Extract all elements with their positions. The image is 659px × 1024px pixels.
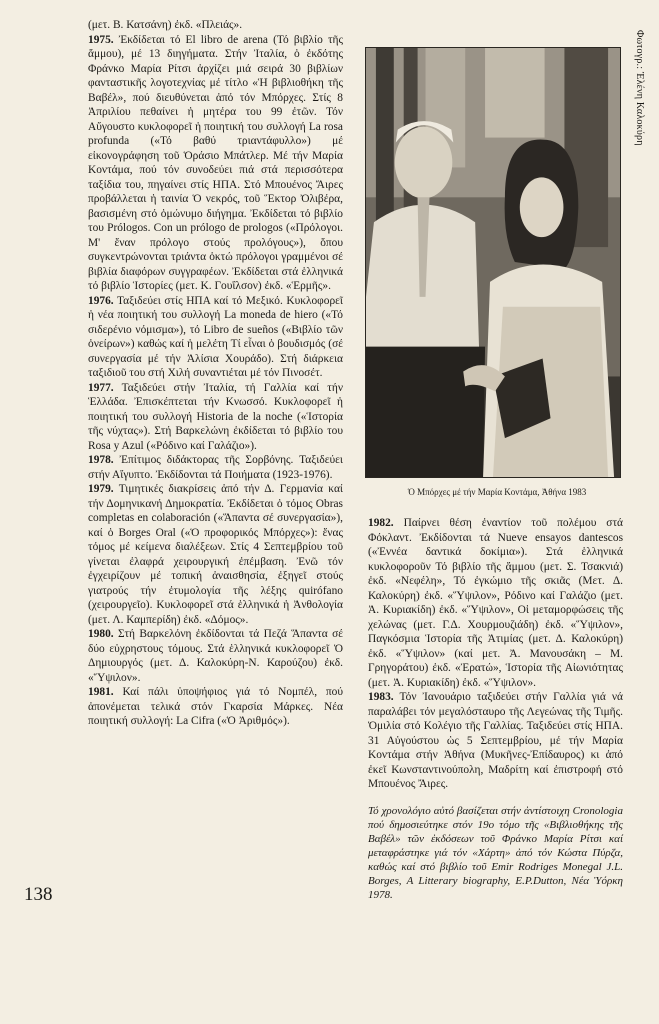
entry-year: 1980.	[88, 628, 114, 640]
entry-year: 1975.	[88, 33, 114, 46]
chronology-entry-1981	[88, 685, 343, 729]
chronology-entry-1982	[368, 516, 623, 690]
entry-text: Καί πάλι ὑποψήφιος γιά τό Νομπέλ, πού ἀπονέμεται τελικά στόν Γκαρσία Μάρκες. Νέα ποιητική συλλογή: La Cifra («Ὁ Ἀριθμός»).	[88, 686, 343, 727]
entry-year: 1981.	[88, 686, 114, 698]
entry-text: Ταξιδεύει στίς ΗΠΑ καί τό Μεξικό. Κυκλοφορεῖ ἡ νέα ποιητική του συλλογή La moneda de hiero («Τό σιδερένιο νόμισμα»), τό Libro de sueños («Βιβλίο τῶν ὀνείρων») καθώς καί ἡ μελέτη Τί εἶναι ὁ βουδισμός (σέ συνεργασία μέ τήν Ἀλίσια Χουράδο). Στή διάρκεια ταξιδιοῦ του στή Χιλή συναντιέται μέ τόν Πινοσέτ.	[88, 294, 343, 379]
entry-text: Ἐκδίδεται τό El libro de arena (Τό βιβλίο τῆς ἄμμου), μέ 13 διηγήματα. Στήν Ἰταλία, ὁ ἐκδότης Φράνκο Μαρία Ρίτσι ἀρχίζει μιά σειρά 30 βιβλίων φανταστικῆς λογοτεχνίας μέ τίτλο «Ἡ βιβλιοθήκη τῆς Βαβέλ», πού διευθύνεται ἀπό τόν Μπόρχες. Στίς 8 Ἀπριλίου πεθαίνει ἡ μητέρα του 99 ἐτῶν. Τόν Αὔγουστο κυκλοφορεῖ ἡ ποιητική του συλλογή La rosa profunda («Τό βαθύ τριαντάφυλλο») μέ εἰκονογράφηση τοῦ Ὁράσιο Μπάτλερ. Μέ τήν Μαρία Κοντάμα, πού τόν συνοδεύει πιά στά περισσότερα ταξίδια του, πηγαίνει στίς ΗΠΑ. Στό Μπουένος Ἄιρες προβάλλεται ἡ ταινία Ὁ νεκρός, τοῦ Ἕκτορ Ὀλιβέρα, βασισμένη στό ὁμώνυμο διήγημα. Ἐκδίδεται τό βιβλίο του Prólogos. Con un prólogo de prologos («Πρόλογοι. Μ' ἕναν πρόλογο στούς προλόγους»), ὅπου συγκεντρώνονται τριάντα ὀκτώ πρόλογοι γραμμένοι σέ βιβλία διαφόρων συγγραφέων. Ἐκδίδεται στά ἑλληνικά τό βιβλίο Ἱστορίες (μετ. Κ. Γουΐλσον) ἐκδ. «Ἑρμῆς».	[88, 33, 343, 292]
chronology-entry-1975	[88, 33, 343, 294]
entry-text: Τιμητικές διακρίσεις ἀπό τήν Δ. Γερμανία καί τήν Δομηνικανή Δημοκρατία. Ἐκδίδεται ὁ τόμος Obras completas en colaboración («Ἅπαντα σέ συνεργασία»), καί ὁ Borges Oral («Ὁ προφορικός Μπόρχες»): ἕνας τόμος μέ κείμενα διαλέξεων. Στίς 4 Σεπτεμβρίου τοῦ γίνεται ἐλαφρά χειρουργική ἐπέμβαση. Ἐνῶ τόν ἐγχειρίζουν μέ τοπική ἀναισθησία, ἐξηγεῖ στούς γιατρούς τήν ἐτυμολογία τῆς λέξης quirófano (χειρουργεῖο). Κυκλοφορεῖ στά ἑλληνικά ἡ Ἀνθολογία (μετ. Λ. Καμπερίδη) ἐκδ. «Δόμος».	[88, 483, 343, 626]
chronology-right-column	[368, 516, 623, 902]
entry-year: 1976.	[88, 294, 114, 307]
chronology-entry-1977	[88, 381, 343, 454]
entry-year: 1978.	[88, 454, 114, 466]
entry-text: Στή Βαρκελόνη ἐκδίδονται τά Πεζά Ἅπαντα σέ δύο εὐχρηστους τόμους. Στά ἑλληνικά κυκλοφορεῖ Ὁ Δημιουργός (μετ. Δ. Καλοκύρη-Ν. Καρούζου) ἐκδ. «Ὕψιλον».	[88, 628, 343, 684]
entry-year: 1982.	[368, 517, 394, 529]
source-note: Τό χρονολόγιο αὐτό βασίζεται στήν ἀντίστοιχη Cronologia πού δημοσιεύτηκε στόν 19ο τόμο τῆς «Βιβλιοθήκης τῆς Βαβέλ» τῶν ἐκδόσεων τοῦ Φράνκο Μαρία Ρίτσι καί μεταφράστηκε γιά τόν «Χάρτη» ἀπό τόν Κώστα Πύρζα, καθώς καί στό βιβλίο τοῦ Emir Rodriges Monegal J.L. Borges, A Litterary biography, E.P.Dutton, Νέα Ὑόρκη 1978.	[368, 804, 623, 901]
entry-text: Ἐπίτιμος διδάκτορας τῆς Σορβόνης. Ταξιδεύει στήν Αἴγυπτο. Ἐκδίδονται τά Ποιήματα (1923-1976).	[88, 454, 343, 481]
chronology-entry-1976	[88, 294, 343, 381]
entry-year: 1977.	[88, 381, 114, 394]
entry-text: Παίρνει θέση ἐναντίον τοῦ πολέμου στά Φόκλαντ. Ἐκδίδονται τά Nueve ensayos dantescos («Ἐννέα δαντικά δοκίμια»). Στά ἑλληνικά κυκλοφοροῦν Τό βιβλίο τῆς ἄμμου (μετ. Σ. Τσακνιά) ἐκδ. «Νεφέλη», Τό ἐγκώμιο τῆς σκιᾶς (Μετ. Δ. Καλοκύρη) ἐκδ. «Ὕψιλον», Ρόδινο καί Γαλάζιο (μετ. Ἀ. Κυριακίδη) ἐκδ. «Ὕψιλον», Οἱ μεταμορφώσεις τῆς χελώνας (μετ. Γ.Δ. Χουρμουζιάδη) ἐκδ. «Ὕψιλον», Παγκόσμια Ἱστορία τῆς Ἀτιμίας (μετ. Δ. Καλοκύρη) ἐκδ. «Ὕψιλον» (καί μετ. Ἀ. Μανουσάκη – Μ. Γρηγοράτου) ἐκδ. «Ἐρατώ», Ἱστορία τῆς Αἰωνιότητας (μετ. Ἀ. Κυριακίδη) ἐκδ. «Ὕψιλον».	[368, 517, 623, 689]
entry-text: Τόν Ἰανουάριο ταξιδεύει στήν Γαλλία γιά νά παραλάβει τόν μεγαλόσταυρο τῆς Λεγεώνας τῆς Τιμῆς. Ὁμιλία στό Κολέγιο τῆς Γαλλίας. Ταξιδεύει στίς ΗΠΑ. 31 Αὐγούστου ὡς 5 Σεπτεμβρίου, μέ τήν Μαρία Κοντάμα στήν Ἀθήνα (Μυκῆνες-Ἐπίδαυρος) κι ἀπό ἐκεῖ Κωνσταντινούπολη, Μαδρίτη καί ἐπιστροφή στό Μπουένος Ἄιρες.	[368, 691, 623, 790]
chronology-entry-1983	[368, 690, 623, 792]
entry-year: 1979.	[88, 483, 114, 495]
photo-illustration	[366, 48, 620, 477]
page-number: 138	[24, 884, 53, 905]
entry-text: Ταξιδεύει στήν Ἰταλία, τή Γαλλία καί τήν Ἑλλάδα. Ἐπισκέπτεται τήν Κνωσσό. Κυκλοφορεῖ ἡ ποιητική του συλλογή Historia de la noche («Ἱστορία τῆς νύχτας»). Στή Βαρκελώνη ἐκδίδεται τό βιβλίο του Rosa y Azul («Ρόδινο καί Γαλάζιο»).	[88, 381, 343, 452]
photo-caption: Ὁ Μπόρχες μέ τήν Μαρία Κοντάμα, Ἀθήνα 1983	[407, 487, 587, 497]
photo-borges-kodama	[365, 47, 621, 478]
chronology-entry-1978	[88, 453, 343, 482]
chronology-entry-1979	[88, 482, 343, 627]
chronology-left-column	[88, 18, 343, 729]
photo-credit: Φωτογρ.: Ἐλένη Καλοκύρη	[634, 30, 645, 146]
chronology-entry-1980	[88, 627, 343, 685]
intro-text: (μετ. Β. Κατσάνη) ἐκδ. «Πλειάς».	[88, 19, 243, 31]
entry-year: 1983.	[368, 691, 394, 703]
